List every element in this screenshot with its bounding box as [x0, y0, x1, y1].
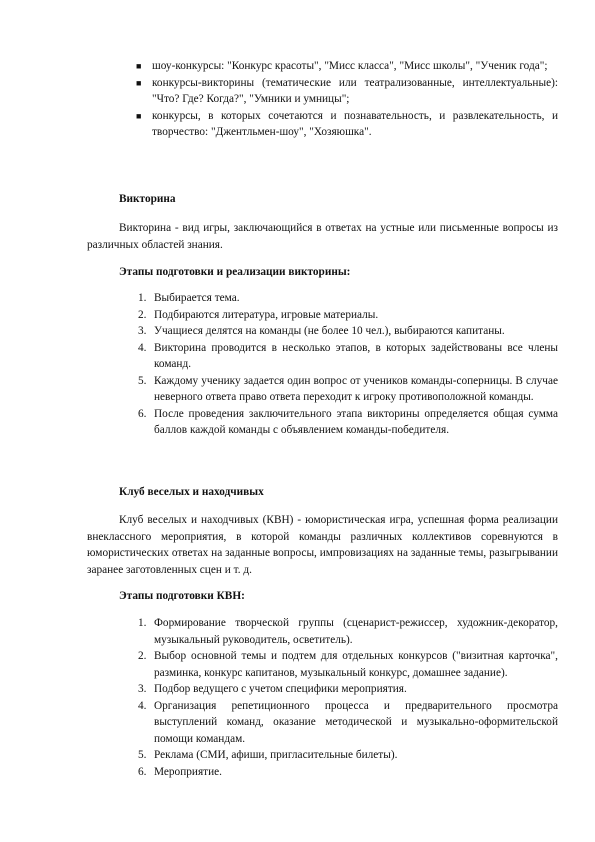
bullet-icon: ■	[136, 77, 142, 88]
list-item: 5. Каждому ученику задается один вопрос от учеников команды-соперницы. В случае неверного ответа право ответа переходит к игроку противоположной команды.	[138, 374, 558, 403]
kvn-definition: Клуб веселых и находчивых (КВН) - юмористическая игра, успешная форма реализации внеклассного мероприятия, в которой команды различных коллективов соревнуются в юмористических ответах на заданные вопросы, импровизациях на заданные темы, разыгрывании заранее заготовленных сцен и т. д.	[87, 514, 558, 576]
list-item: 3. Учащиеся делятся на команды (не более 10 чел.), выбираются капитаны.	[138, 325, 505, 337]
list-item: 6. После проведения заключительного этапа викторины определяется общая сумма баллов каждой команды с объявлением команды-победителя.	[138, 407, 558, 436]
list-item: 3. Подбор ведущего с учетом специфики мероприятия.	[138, 683, 407, 695]
bullet-icon: ■	[136, 110, 142, 121]
list-item: 1. Выбирается тема.	[138, 292, 240, 304]
kvn-heading: Клуб веселых и находчивых	[119, 486, 264, 498]
quiz-definition: Викторина - вид игры, заключающийся в ответах на устные или письменные вопросы из различных областей знания.	[87, 222, 558, 251]
list-item: 2. Выбор основной темы и подтем для отдельных конкурсов ("визитная карточка", разминка, конкурс капитанов, музыкальный конкурс, домашнее задание).	[138, 650, 558, 679]
competition-types-list	[130, 58, 558, 141]
quiz-stages-heading: Этапы подготовки и реализации викторины:	[119, 266, 351, 278]
list-item: ■ шоу-конкурсы: "Конкурс красоты", "Мисс класса", "Мисс школы", "Ученик года";	[130, 58, 558, 75]
bullet-icon: ■	[136, 61, 142, 71]
list-item: 2. Подбираются литература, игровые материалы.	[138, 308, 379, 321]
list-item: 4. Викторина проводится в несколько этапов, в которых задействованы все члены команд.	[138, 341, 558, 370]
quiz-stages-list	[130, 290, 558, 439]
list-item: 4. Организация репетиционного процесса и предварительного просмотра выступлений команд, оказание методической и музыкально-оформительской помощи командам.	[138, 699, 558, 745]
kvn-stages-list	[130, 615, 558, 780]
list-item: 1. Формирование творческой группы (сценарист-режиссер, художник-декоратор, музыкальный руководитель, осветитель).	[138, 617, 558, 646]
quiz-heading: Викторина	[119, 193, 176, 205]
kvn-stages-heading: Этапы подготовки КВН:	[119, 590, 245, 602]
list-item: 6. Мероприятие.	[138, 765, 222, 778]
list-item: ■ конкурсы, в которых сочетаются и познавательность, и развлекательность, и творчество: "Джентльмен-шоу", "Хозяюшка".	[136, 109, 558, 138]
list-item: ■ конкурсы-викторины (тематические или театрализованные, интеллектуальные): "Что? Где? Когда?", "Умники и умницы";	[136, 76, 558, 105]
list-item: 5. Реклама (СМИ, афиши, пригласительные билеты).	[138, 749, 398, 761]
